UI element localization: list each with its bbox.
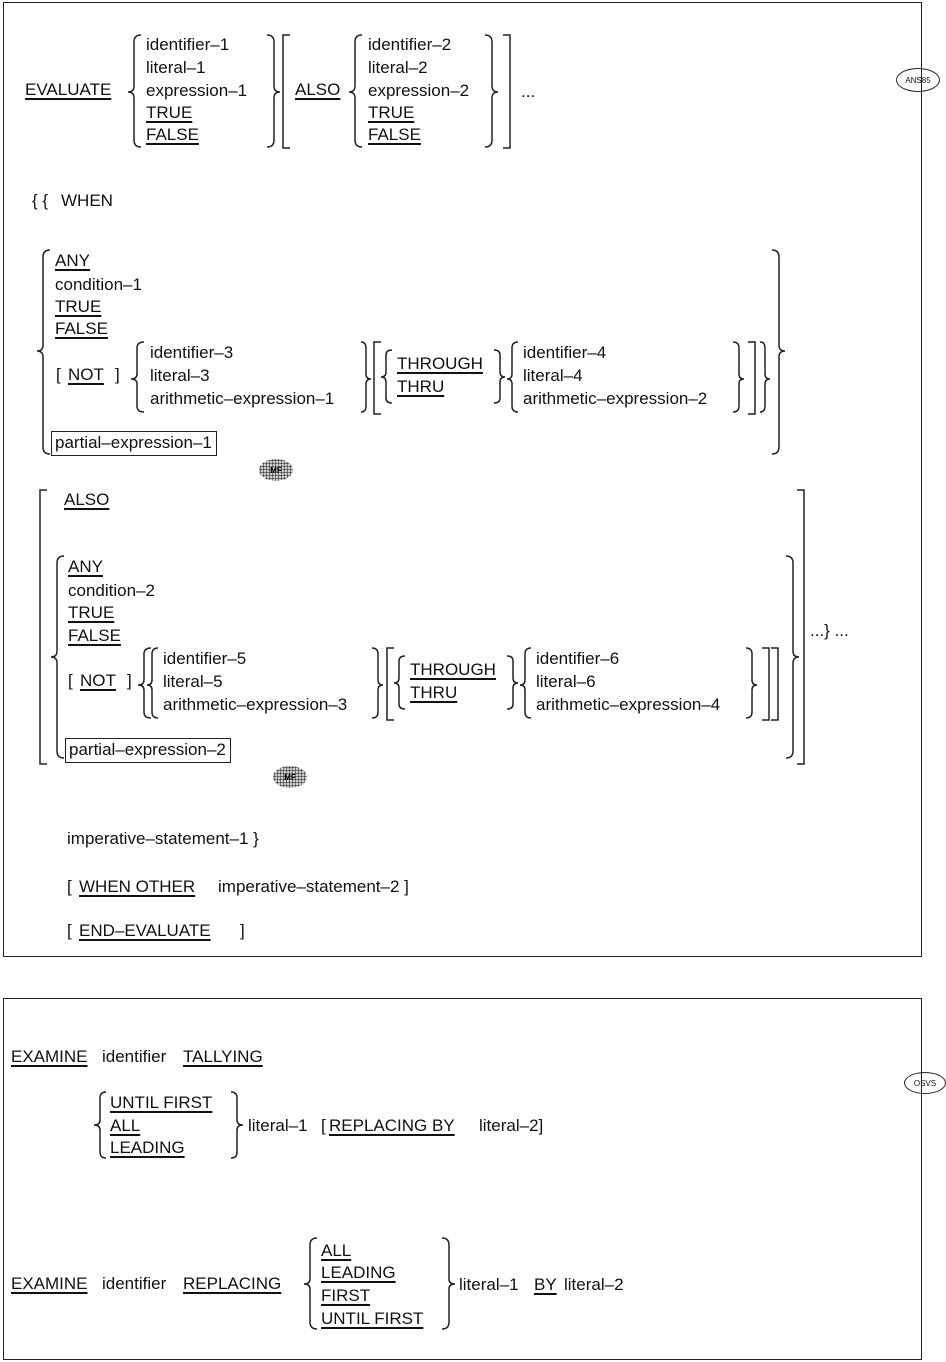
also-block-through: THROUGH <box>410 660 496 679</box>
subject-option-false: FALSE <box>146 125 199 144</box>
subject-option-2: literal–1 <box>146 58 206 77</box>
examine2-literal-1: literal–1 <box>459 1275 519 1294</box>
also-option-1: identifier–2 <box>368 35 452 54</box>
also-block-keyword: ALSO <box>64 490 110 509</box>
examine2-option-first: FIRST <box>321 1286 371 1305</box>
block1-value-b-1: identifier–4 <box>523 343 607 362</box>
also-block-not-open: [ <box>68 671 73 690</box>
block1-partial-expression: partial–expression–1 <box>51 431 217 456</box>
block1-value-a-3: arithmetic–expression–1 <box>150 389 335 408</box>
block1-through: THROUGH <box>397 354 483 373</box>
examine1-literal-1: literal–1 <box>248 1116 308 1135</box>
repeat-ellipsis: ... <box>521 82 536 101</box>
also-block-value-a-2: literal–5 <box>163 672 223 691</box>
block1-value-a-1: identifier–3 <box>150 343 234 362</box>
also-option-true: TRUE <box>368 103 415 122</box>
osvs-badge: OSVS <box>904 1072 946 1094</box>
block1-not-close: ] <box>115 365 120 384</box>
also-block-value-a-1: identifier–5 <box>163 649 247 668</box>
examine2-option-all: ALL <box>321 1241 352 1260</box>
imperative-statement-1: imperative–statement–1 } <box>67 829 259 848</box>
end-evaluate-close: ] <box>240 921 245 940</box>
examine2-literal-2: literal–2 <box>564 1275 624 1294</box>
evaluate-keyword: EVALUATE <box>25 80 112 99</box>
block1-value-b-2: literal–4 <box>523 366 583 385</box>
also-block-trailing-ellipsis: ...} ... <box>810 621 849 640</box>
examine2-identifier: identifier <box>102 1274 167 1293</box>
end-evaluate-open: [ <box>67 921 72 940</box>
also-option-3: expression–2 <box>368 81 470 100</box>
examine2-keyword: EXAMINE <box>11 1274 88 1293</box>
block1-value-a-2: literal–3 <box>150 366 210 385</box>
subject-option-true: TRUE <box>146 103 193 122</box>
block1-mf-badge: MF <box>259 459 293 481</box>
also-block-value-b-2: literal–6 <box>536 672 596 691</box>
examine2-replacing: REPLACING <box>183 1274 282 1293</box>
examine2-by: BY <box>534 1275 557 1294</box>
also-block-not-keyword: NOT <box>80 671 116 690</box>
evaluate-syntax-box <box>3 2 922 957</box>
when-other-keyword: WHEN OTHER <box>79 877 196 896</box>
also-option-2: literal–2 <box>368 58 428 77</box>
when-other-rest: imperative–statement–2 ] <box>218 877 409 896</box>
examine2-option-until-first: UNTIL FIRST <box>321 1309 424 1328</box>
block1-any: ANY <box>55 251 90 270</box>
examine1-tallying: TALLYING <box>183 1047 263 1066</box>
also-block-value-b-1: identifier–6 <box>536 649 620 668</box>
also-block-not-close: ] <box>127 671 132 690</box>
examine1-literal-2: literal–2] <box>479 1116 544 1135</box>
also-keyword: ALSO <box>295 80 341 99</box>
when-other-open: [ <box>67 877 72 896</box>
block1-false: FALSE <box>55 319 108 338</box>
also-block-partial-expression: partial–expression–2 <box>65 738 231 763</box>
subject-option-1: identifier–1 <box>146 35 230 54</box>
examine1-option-until-first: UNTIL FIRST <box>110 1093 213 1112</box>
examine1-replacing-open: [ <box>321 1116 326 1135</box>
subject-option-3: expression–1 <box>146 81 248 100</box>
when-keyword: WHEN <box>61 191 113 210</box>
examine1-keyword: EXAMINE <box>11 1047 88 1066</box>
block1-not-open: [ <box>56 365 61 384</box>
also-block-value-a-3: arithmetic–expression–3 <box>163 695 348 714</box>
block1-true: TRUE <box>55 297 102 316</box>
also-block-value-b-3: arithmetic–expression–4 <box>536 695 721 714</box>
ans85-badge: ANS85 <box>896 68 940 92</box>
block1-condition: condition–1 <box>55 275 142 294</box>
examine1-identifier: identifier <box>102 1047 167 1066</box>
examine1-option-leading: LEADING <box>110 1138 185 1157</box>
also-option-false: FALSE <box>368 125 421 144</box>
also-block-true: TRUE <box>68 603 115 622</box>
also-block-false: FALSE <box>68 626 121 645</box>
also-block-mf-badge: MF <box>273 766 307 788</box>
also-block-any: ANY <box>68 557 103 576</box>
examine1-replacing-by: REPLACING BY <box>329 1116 455 1135</box>
also-block-condition: condition–2 <box>68 581 155 600</box>
block1-not-keyword: NOT <box>68 365 104 384</box>
end-evaluate-keyword: END–EVALUATE <box>79 921 211 940</box>
examine2-option-leading: LEADING <box>321 1263 396 1282</box>
block1-thru: THRU <box>397 377 445 396</box>
examine1-option-all: ALL <box>110 1116 141 1135</box>
also-block-thru: THRU <box>410 683 458 702</box>
block1-value-b-3: arithmetic–expression–2 <box>523 389 708 408</box>
when-open-braces: { { <box>32 191 49 210</box>
